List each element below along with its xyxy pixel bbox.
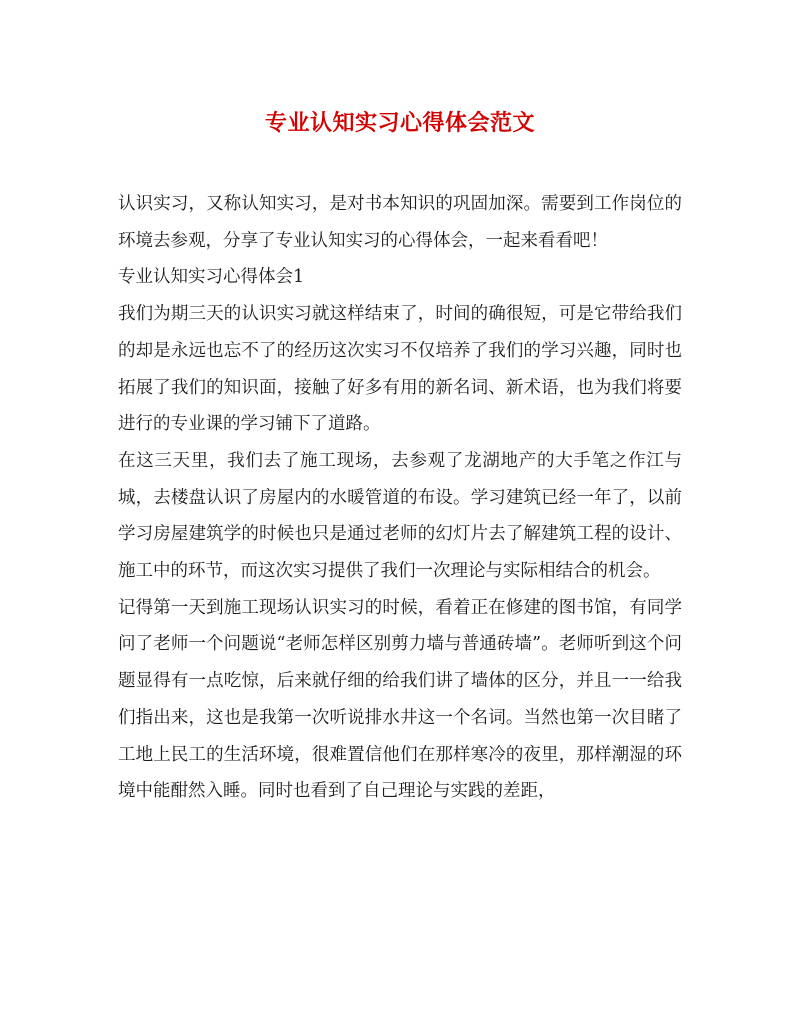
document-body xyxy=(118,186,682,810)
section-heading: 专业认知实习心得体会1 xyxy=(118,267,305,288)
intro-paragraph: 认识实习，又称认知实习，是对书本知识的巩固加深。需要到工作岗位的环境去参观，分享了专业认知实习的心得体会，一起来看看吧！ xyxy=(118,194,682,251)
document-title: 专业认知实习心得体会范文 xyxy=(264,110,535,136)
body-paragraph: 在这三天里，我们去了施工现场，去参观了龙湖地产的大手笔之作江与城，去楼盘认识了房屋内的水暖管道的布设。学习建筑已经一年了，以前学习房屋建筑学的时候也只是通过老师的幻灯片去了解建筑工程的设计、施工中的环节，而这次实习提供了我们一次理论与实际相结合的机会。 xyxy=(118,450,682,582)
body-paragraph: 我们为期三天的认识实习就这样结束了，时间的确很短，可是它带给我们的却是永远也忘不了的经历这次实习不仅培养了我们的学习兴趣，同时也拓展了我们的知识面，接触了好多有用的新名词、新术语，也为我们将要进行的专业课的学习铺下了道路。 xyxy=(118,304,682,435)
body-paragraph: 记得第一天到施工现场认识实习的时候，看着正在修建的图书馆，有同学问了老师一个问题说“老师怎样区别剪力墙与普通砖墙”。老师听到这个问题显得有一点吃惊，后来就仔细的给我们讲了墙体的区分，并且一一给我们指出来，这也是我第一次听说排水井这一个名词。当然也第一次目睹了工地上民工的生活环境，很难置信他们在那样寒冷的夜里，那样潮湿的环境中能酣然入睡。同时也看到了自己理论与实践的差距， xyxy=(118,597,682,802)
